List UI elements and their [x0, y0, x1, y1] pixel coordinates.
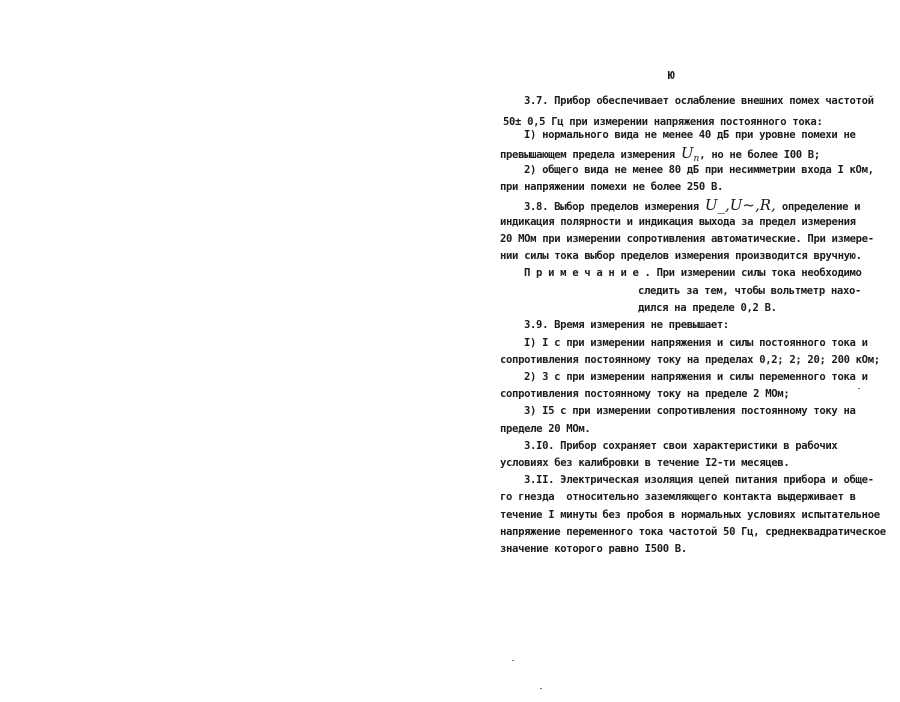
- text-line-3-11-heading: 3.II. Электрическая изоляция цепей питания прибора и обще-: [524, 474, 874, 486]
- text-line-3-11-cont-1: го гнезда относительно заземляющего контакта выдерживает в: [500, 491, 856, 503]
- handwritten-symbols-u-r: U_,U~,R,: [704, 196, 776, 214]
- page-number: Ю: [668, 69, 675, 82]
- text-line-3-11-cont-4: значение которого равно I500 В.: [500, 543, 687, 555]
- text-line-3-10-cont: условиях без калибровки в течение I2-ти месяцев.: [500, 457, 790, 469]
- text-line-3-10-heading: 3.I0. Прибор сохраняет свои характеристики в рабочих: [524, 440, 838, 452]
- text-line-3-9-item-1: I) I с при измерении напряжения и силы постоянного тока и: [524, 337, 868, 349]
- text-line-3-9-heading: 3.9. Время измерения не превышает:: [524, 319, 729, 331]
- text-line-3-9-item-2: 2) 3 с при измерении напряжения и силы переменного тока и: [524, 371, 868, 383]
- text-line-3-9-item-3-cont: пределе 20 МОм.: [500, 423, 591, 435]
- text-line-3-8-heading: [524, 196, 861, 214]
- text-line-3-11-cont-2: течение I минуты без пробоя в нормальных условиях испытательное: [500, 509, 880, 521]
- text-line-3-11-cont-3: напряжение переменного тока частотой 50 Гц, среднеквадратическое: [500, 526, 886, 538]
- scan-speck: [512, 660, 514, 661]
- text-line-note-cont-1: следить за тем, чтобы вольтметр нахо-: [638, 285, 862, 297]
- text-line-3-9-item-3: 3) I5 с при измерении сопротивления постоянному току на: [524, 405, 856, 417]
- scan-speck: [858, 388, 860, 389]
- text-segment: превышающем предела измерения: [500, 149, 681, 161]
- text-line-3-9-item-2-cont: сопротивления постоянному току на пределе 2 МОм;: [500, 388, 790, 400]
- text-line-3-7-item-2-cont: при напряжении помехи не более 250 В.: [500, 181, 724, 193]
- text-line-3-8-cont-3: нии силы тока выбор пределов измерения производится вручную.: [500, 250, 862, 262]
- text-segment: 3.8. Выбор пределов измерения: [524, 201, 705, 213]
- text-line-note: П р и м е ч а н и е . При измерении силы тока необходимо: [524, 267, 862, 279]
- text-line-3-7-item-2: 2) общего вида не менее 80 дБ при несимметрии входа I кОм,: [524, 164, 874, 176]
- text-line-3-8-cont-2: 20 МОм при измерении сопротивления автоматические. При измере-: [500, 233, 874, 245]
- text-segment: определение и: [775, 201, 861, 213]
- handwritten-subscript-n: п: [693, 154, 700, 165]
- text-line-note-cont-2: дился на пределе 0,2 В.: [638, 302, 777, 314]
- handwritten-symbol-u: U: [680, 144, 694, 162]
- text-line-3-7-item-1-cont: [500, 144, 820, 165]
- scan-speck: [540, 688, 542, 689]
- text-line-3-9-item-1-cont: сопротивления постоянному току на пределах 0,2; 2; 20; 200 кОм;: [500, 354, 880, 366]
- text-line-3-7-frequency: 50± 0,5 Гц при измерении напряжения постоянного тока:: [503, 116, 823, 128]
- text-line-3-7-heading: 3.7. Прибор обеспечивает ослабление внешних помех частотой: [524, 95, 874, 107]
- text-line-3-7-item-1: I) нормального вида не менее 40 дБ при уровне помехи не: [524, 129, 856, 141]
- text-segment: , но не более I00 В;: [699, 149, 820, 161]
- text-line-3-8-cont-1: индикация полярности и индикация выхода за предел измерения: [500, 216, 856, 228]
